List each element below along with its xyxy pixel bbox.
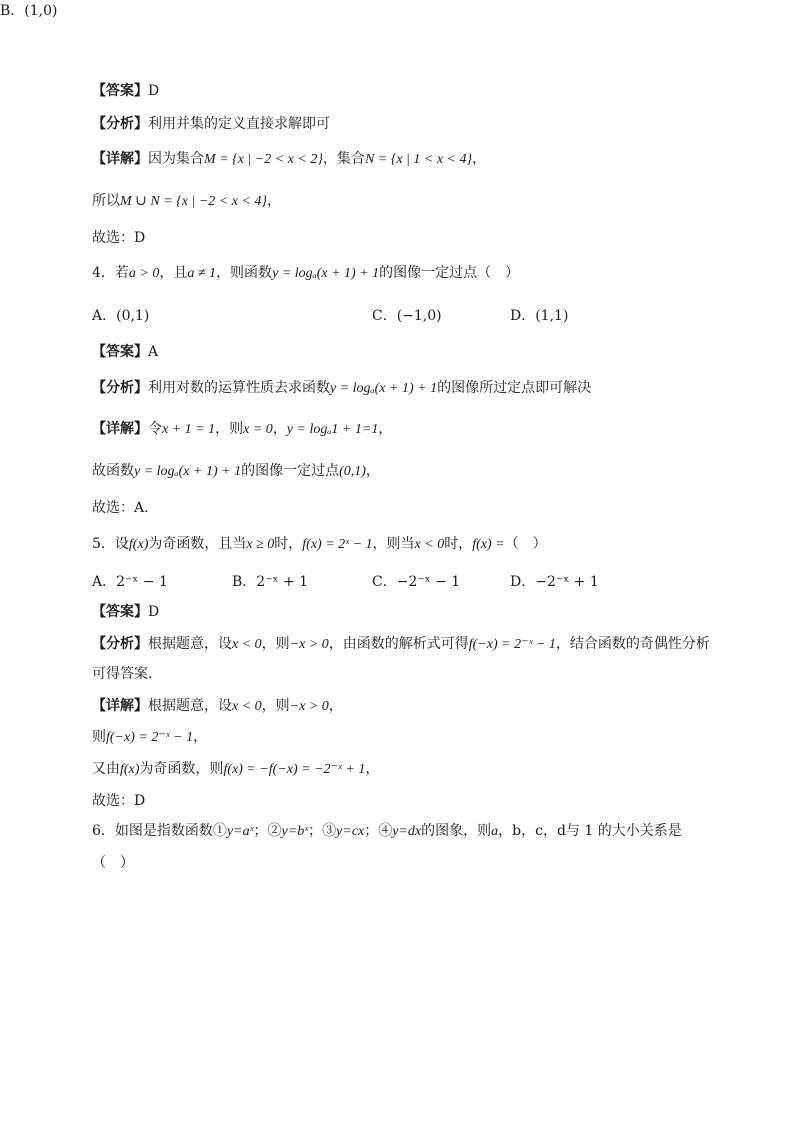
function-expr: f(x) = 2ˣ − 1 <box>302 537 373 552</box>
detail-text: 的图像一定过点 <box>241 463 340 479</box>
question-text: 4．若 <box>92 265 129 281</box>
q5-option-c: C．−2⁻ˣ − 1 <box>372 574 461 590</box>
detail-text: ，则 <box>215 421 244 437</box>
analysis-tag: 【分析】 <box>92 380 148 396</box>
answer-tag: 【答案】 <box>92 83 148 99</box>
analysis-text: 的图像所过定点即可解决 <box>437 380 592 396</box>
function-expr: y=dx <box>392 824 422 839</box>
answer-tag: 【答案】 <box>92 344 148 360</box>
q3-analysis-line <box>92 113 734 135</box>
q5-choose-line <box>92 790 734 812</box>
analysis-text: 可得答案． <box>92 666 162 682</box>
detail-text: 因为集合 <box>148 151 204 167</box>
condition: a ≠ 1 <box>187 266 217 281</box>
q4-conclusion-line <box>92 460 734 483</box>
equation: x + 1 = 1 <box>162 422 216 437</box>
answer-value: D <box>148 604 160 620</box>
detail-text: ，则 <box>261 698 290 714</box>
q5-analysis-line <box>92 633 734 656</box>
q5-detail-line-2 <box>92 726 734 749</box>
q5-option-a: A．2⁻ˣ − 1 <box>92 574 168 590</box>
function-expr: f(x) <box>120 762 140 777</box>
condition: x ≥ 0 <box>246 537 275 552</box>
detail-tag: 【详解】 <box>92 151 148 167</box>
q5-detail-line <box>92 695 734 718</box>
q4-detail-line <box>92 418 734 441</box>
detail-text: 故函数 <box>92 463 134 479</box>
question-text: 的图象，则 <box>421 823 492 839</box>
question-text: 时， <box>274 536 303 552</box>
q4-analysis-line <box>92 377 734 400</box>
variable: a <box>491 824 499 839</box>
analysis-text: ，则 <box>261 636 290 652</box>
detail-text: 根据题意，设 <box>148 698 232 714</box>
choose-text: 故选：A. <box>92 500 149 516</box>
condition: x < 0 <box>232 637 262 652</box>
question-text: （ ） <box>504 536 547 552</box>
question-text: 时， <box>444 536 473 552</box>
detail-text: 则 <box>92 729 106 745</box>
q4-option-b: B．(1,0) <box>0 3 58 19</box>
q6-stem-2 <box>92 852 734 874</box>
set-m: M = {x | −2 < x < 2} <box>204 152 323 167</box>
equation: f(−x) = 2⁻ˣ − 1 <box>106 730 194 745</box>
choose-text: 故选：D <box>92 793 146 809</box>
analysis-text: ，由函数的解析式可得 <box>328 636 469 652</box>
question-text: 5．设 <box>92 536 129 552</box>
condition: −x > 0 <box>289 637 329 652</box>
analysis-text: 利用对数的运算性质去求函数 <box>148 380 330 396</box>
choose-text: 故选：D <box>92 230 146 246</box>
question-text: ，则当 <box>372 536 415 552</box>
question-text: ；② <box>253 823 282 839</box>
function-expr: f(x) = <box>472 537 505 552</box>
question-text: （ ） <box>92 855 134 871</box>
equation: x = 0 <box>243 422 273 437</box>
punctuation: ， <box>365 761 380 777</box>
q4-option-a: A．(0,1) <box>92 308 150 324</box>
q5-analysis-line-2 <box>92 663 734 685</box>
q4-option-c: C．(−1,0) <box>372 308 442 324</box>
question-text: ，b，c，d与 1 的大小关系是 <box>498 823 682 839</box>
q3-answer-line <box>92 80 734 102</box>
condition: x < 0 <box>414 537 445 552</box>
q3-choose-line <box>92 227 734 249</box>
analysis-text: 利用并集的定义直接求解即可 <box>148 116 330 132</box>
q4-choose-line <box>92 497 734 519</box>
question-text: ；④ <box>364 823 393 839</box>
detail-text: 所以 <box>92 193 120 209</box>
detail-text: ，集合 <box>322 151 365 167</box>
analysis-text: ，结合函数的奇偶性分析 <box>555 636 710 652</box>
q4-option-d: D．(1,1) <box>510 308 569 324</box>
q5-answer-line <box>92 601 734 623</box>
punctuation: ， <box>378 421 393 437</box>
function-expr: y = logₐ(x + 1) + 1 <box>134 464 242 479</box>
q6-stem <box>92 820 734 843</box>
punctuation: ， <box>193 729 208 745</box>
analysis-tag: 【分析】 <box>92 636 148 652</box>
punctuation: ， <box>365 463 380 479</box>
question-text: 6．如图是指数函数① <box>92 823 227 839</box>
question-text: ，且 <box>159 265 188 281</box>
detail-text: 令 <box>148 421 162 437</box>
equation: f(x) = −f(−x) = −2⁻ˣ + 1 <box>223 762 366 777</box>
detail-text: 又由 <box>92 761 120 777</box>
union-expr: M ∪ N = {x | −2 < x < 4} <box>120 194 267 209</box>
function-expr: y=aˣ <box>226 824 254 839</box>
function-expr: y=cx <box>336 824 365 839</box>
q4-answer-line <box>92 341 734 363</box>
analysis-text: 根据题意，设 <box>148 636 232 652</box>
q3-union-line <box>92 190 734 213</box>
punctuation: ， <box>328 698 343 714</box>
detail-tag: 【详解】 <box>92 421 148 437</box>
analysis-tag: 【分析】 <box>92 116 148 132</box>
question-text: ，则函数 <box>216 265 273 281</box>
detail-text: 为奇函数，则 <box>139 761 224 777</box>
question-text: ；③ <box>308 823 337 839</box>
condition: x < 0 <box>232 699 262 714</box>
answer-value: D <box>148 83 160 99</box>
equation: y = logₐ1 + 1=1 <box>286 422 379 437</box>
answer-value: A <box>148 344 159 360</box>
answer-tag: 【答案】 <box>92 604 148 620</box>
q3-detail-line <box>92 148 734 171</box>
set-n: N = {x | 1 < x < 4} <box>364 152 473 167</box>
question-text: 的图像一定过点（ ） <box>379 265 520 281</box>
detail-tag: 【详解】 <box>92 698 148 714</box>
q5-option-d: D．−2⁻ˣ + 1 <box>510 574 599 590</box>
q5-stem <box>92 533 734 556</box>
punctuation: ， <box>272 421 287 437</box>
function-expr: y=bˣ <box>281 824 309 839</box>
q5-option-b: B．2⁻ˣ + 1 <box>232 574 309 590</box>
q5-detail-line-3 <box>92 758 734 781</box>
equation: f(−x) = 2⁻ˣ − 1 <box>468 637 556 652</box>
function-expr: y = logₐ(x + 1) + 1 <box>272 266 380 281</box>
point: (0,1) <box>339 464 366 479</box>
condition: −x > 0 <box>289 699 329 714</box>
q4-stem <box>92 262 734 285</box>
function-expr: f(x) <box>128 537 149 552</box>
condition: a > 0 <box>128 266 160 281</box>
function-expr: y = logₐ(x + 1) + 1 <box>330 381 438 396</box>
question-text: 为奇函数，且当 <box>148 536 247 552</box>
punctuation: ， <box>267 193 281 209</box>
punctuation: ， <box>472 151 487 167</box>
